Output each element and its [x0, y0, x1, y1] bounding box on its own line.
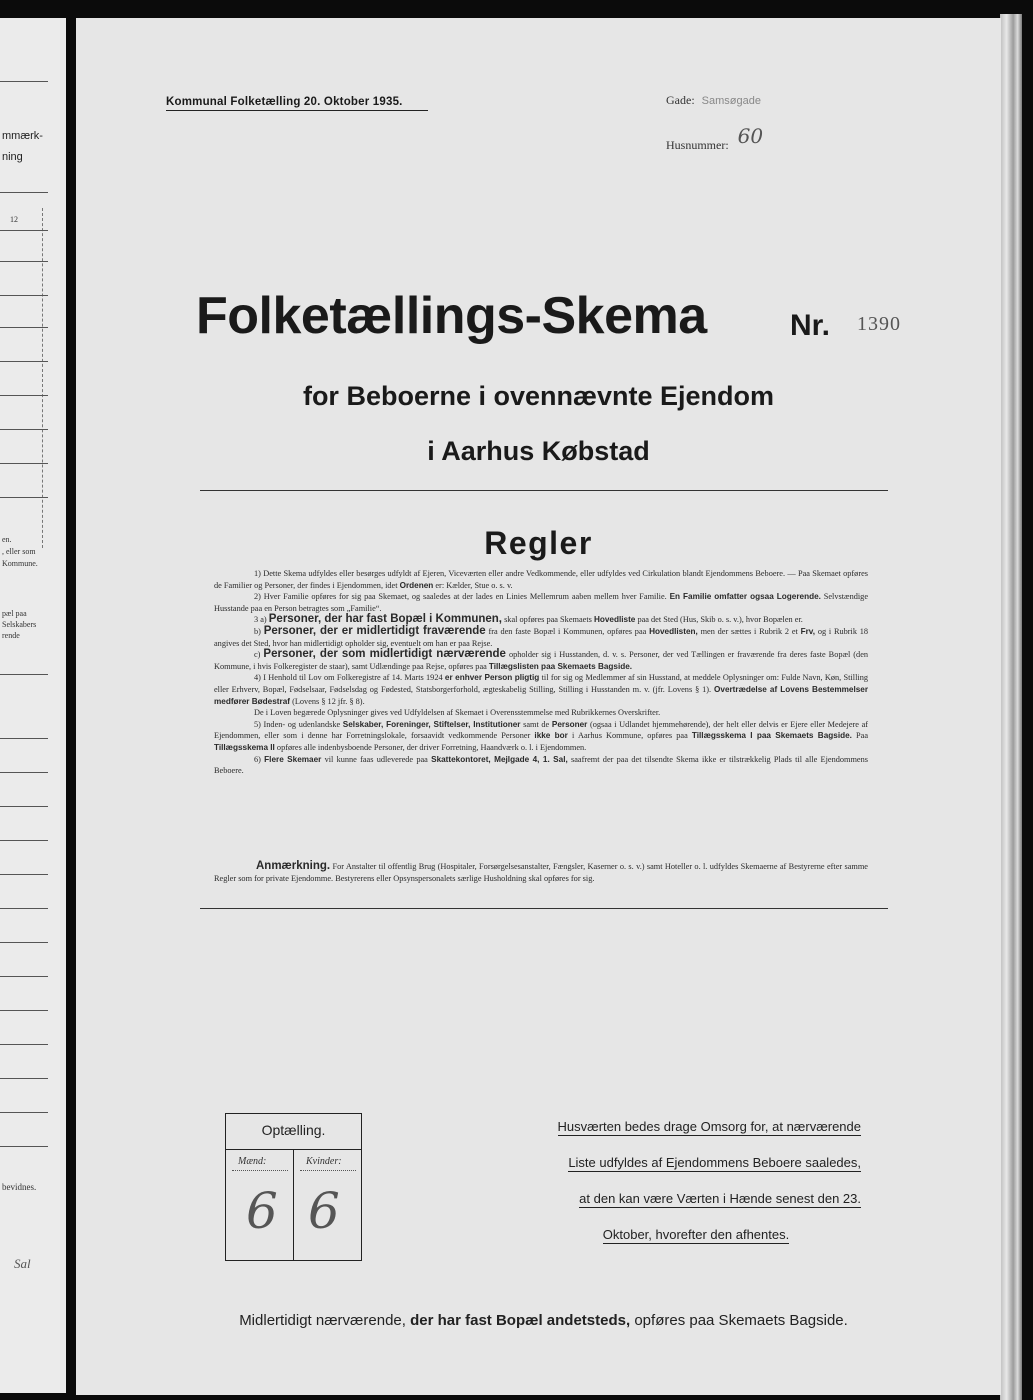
ruled-line [0, 429, 48, 430]
landlord-instructions [531, 1117, 861, 1261]
rule-emphasis: Personer, der har fast Bopæl i Kommunen, [268, 613, 502, 626]
form-number-label: Nr. [790, 309, 831, 342]
rule-text: 2) Hver Familie opføres for sig paa Skemaet, og saaledes at der lades en Linies Mellemrum aaben mellem hver Familie. [254, 592, 667, 602]
rule-emphasis: er enhver Person pligtig [444, 673, 540, 683]
ruled-line [0, 772, 48, 773]
fragment-text: en. [2, 535, 12, 544]
rule-text: c) [254, 650, 261, 660]
rule-text: 1) Dette Skema udfyldes eller besørges udfyldt af Ejeren, Viceværten eller andre Vedkommende, eller udfyldes ved Cirkulation blandt Ejendommens Beboere. — Paa Skemaet opføres de Familier og Personer, der findes i Ejendommen, idet [214, 569, 868, 590]
ruled-line [0, 1010, 48, 1011]
men-label-rule [232, 1170, 288, 1171]
ruled-line [0, 942, 48, 943]
ruled-line [0, 361, 48, 362]
handwritten-fragment: Sal [14, 1256, 31, 1271]
rule-text: (ogsaa i Udlandet hjemmehørende), der helt eller delvis er Ejere eller Medejere af Ejendommen, eller som i denne har Forretningslokale, forsaavidt vedkommende Personer [214, 719, 869, 741]
rule-emphasis: Tillægsskema I paa Skemaets Bagside. [691, 731, 852, 741]
ruled-line [0, 230, 48, 231]
rule-text: De i Loven begærede Oplysninger gives ved Udfyldelsen af Skemaet i Overensstemmelse med Rubrikkernes Overskrifter. [254, 708, 661, 718]
ruled-line [0, 497, 48, 498]
rule-text: paa det Sted (Hus, Skib o. s. v.), hvor Bopælen er. [637, 615, 803, 625]
fragment-text: , eller som [2, 547, 36, 556]
ruled-line [0, 327, 48, 328]
ruled-line [0, 1146, 48, 1147]
rule-text: b) [254, 626, 261, 636]
landlord-line [531, 1117, 861, 1153]
street-field [666, 93, 761, 108]
rule-text: 5) Inden- og udenlandske [254, 719, 341, 729]
footer-note [206, 1312, 881, 1329]
rule-5 [214, 719, 868, 754]
rule-text: Paa [856, 731, 869, 741]
rule-text: men der sættes i Rubrik 2 et [700, 626, 798, 636]
women-label: Kvinder: [306, 1156, 342, 1167]
landlord-text: at den kan være Værten i Hænde senest den 23. [579, 1191, 861, 1206]
landlord-text: Oktober, hvorefter den afhentes. [602, 1227, 790, 1242]
landlord-line [531, 1225, 861, 1261]
rule-text: til for sig og Medlemmer af sin Husstand, at meddele Oplysninger om: Fulde Navn, Køn, Stilling eller Erhverv, Bopæl, Fødselsaar, Fødselsdag og Fødested, Statsborgerforhold, ægteskabelig Stilling, Stilling i Husstanden m. v. (jfr. Lovens § 1). [214, 673, 868, 694]
fragment-text: Kommune. [2, 559, 38, 568]
rule-text: opføres alle indenbysboende Personer, der driver Forretning, Haandværk o. l. i Ejendommen. [276, 742, 587, 752]
rule-3b [214, 626, 868, 649]
remark-label: Anmærkning. [256, 860, 331, 872]
previous-page-fragment [0, 18, 66, 1393]
ruled-line [0, 908, 48, 909]
rule-text: (Lovens § 12 jfr. § 8). [292, 696, 365, 706]
men-label: Mænd: [238, 1156, 267, 1167]
form-title: Folketællings-Skema [196, 287, 707, 345]
rule-text: i Aarhus Kommune, opføres paa [572, 731, 688, 741]
fragment-text: ning [2, 151, 23, 163]
form-subtitle: for Beboerne i ovennævnte Ejendom [302, 381, 775, 411]
women-label-rule [300, 1170, 356, 1171]
ruled-line [0, 840, 48, 841]
rule-text: samt de [523, 719, 550, 729]
census-form-page [76, 18, 1001, 1395]
ruled-line [0, 261, 48, 262]
fragment-text: pæl paa [2, 609, 27, 618]
rule-4 [214, 672, 868, 707]
rules-heading: Regler [484, 525, 593, 561]
remark-paragraph [214, 861, 868, 884]
book-page-edges [1000, 14, 1022, 1400]
fragment-text: mmærk- [2, 130, 43, 142]
rule-emphasis: Overtrædelse af Lovens Bestemmelser medfører Bødestraf [214, 684, 869, 706]
ruled-line [0, 395, 48, 396]
rule-emphasis: Personer, der som midlertidigt nærværende [263, 648, 506, 661]
count-box [225, 1113, 362, 1261]
divider [200, 908, 888, 909]
house-number-label: Husnummer: [666, 138, 729, 152]
rule-text: saafremt der paa det tilsendte Skema ikke er tilstrækkelig Plads til alle Ejendommens Beboere. [214, 754, 868, 776]
divider [200, 490, 888, 491]
rule-2 [214, 591, 868, 614]
ruled-line [0, 192, 48, 193]
rule-text: skal opføres paa Skemaets [504, 615, 592, 625]
census-header: Kommunal Folketælling 20. Oktober 1935. [166, 96, 428, 111]
rule-1 [214, 568, 868, 591]
fragment-text: rende [2, 631, 20, 640]
count-title: Optælling. [261, 1122, 326, 1138]
rules-text [214, 568, 868, 777]
ruled-line [0, 1112, 48, 1113]
rule-emphasis: Tillægslisten paa Skemaets Bagside. [488, 661, 633, 671]
men-count: 6 [246, 1182, 278, 1240]
women-count: 6 [308, 1182, 340, 1240]
form-subtitle-city: i Aarhus Købstad [427, 436, 650, 466]
remark-text [214, 861, 868, 884]
landlord-text: Liste udfyldes af Ejendommens Beboere saaledes, [568, 1155, 861, 1170]
rule-emphasis: Tillægsskema II [214, 742, 275, 752]
ruled-line [0, 1044, 48, 1045]
ruled-line [0, 674, 48, 675]
street-value: Samsøgade [701, 95, 761, 107]
rule-emphasis: Frv, [800, 626, 816, 636]
ruled-line [0, 81, 48, 82]
ruled-line [0, 806, 48, 807]
landlord-text: Husværten bedes drage Omsorg for, at nærværende [557, 1119, 861, 1134]
footer-text: Midlertidigt nærværende, [239, 1312, 406, 1329]
rule-text: vil kunne faas udleverede paa [324, 754, 428, 764]
house-number-value: 60 [737, 124, 764, 148]
fragment-text: 12 [10, 215, 18, 224]
ruled-line [0, 295, 48, 296]
rule-emphasis: Selskaber, Foreninger, Stiftelser, Institutioner [342, 719, 521, 729]
landlord-line [531, 1153, 861, 1189]
rule-emphasis: Personer, der er midlertidigt fraværende [263, 624, 486, 637]
footer-emphasis: der har fast Bopæl andetsteds, [410, 1312, 631, 1329]
rule-emphasis: En Familie omfatter ogsaa Logerende. [669, 592, 821, 602]
remark-body: For Anstalter til offentlig Brug (Hospitaler, Forsørgelsesanstalter, Fængsler, Kaserner o. s. v.) samt Hoteller o. l. udfyldes Skemaerne af Bestyrerne efter samme Regler som for private Ejendomme. Bestyrerens eller Opsynspersonalets særlige Husholdning skal opføres for sig. [214, 862, 868, 883]
ruled-line [0, 976, 48, 977]
rule-emphasis: Personer [551, 719, 588, 729]
rule-text: og i Rubrik 18 angives det Sted, hvor han midlertidigt opholder sig, eventuelt om han er paa Rejse. [214, 626, 869, 648]
count-box-column-divider [293, 1149, 294, 1260]
fragment-text: bevidnes. [2, 1182, 37, 1192]
footer-text: opføres paa Skemaets Bagside. [634, 1312, 848, 1329]
fragment-text: Selskabers [2, 620, 37, 629]
rule-emphasis: Hovedliste [593, 615, 636, 625]
ruled-line [0, 463, 48, 464]
ruled-line [0, 738, 48, 739]
rule-emphasis: Ordenen [399, 580, 434, 590]
rule-emphasis: Skattekontoret, Mejlgade 4, 1. Sal, [431, 754, 568, 764]
rule-text: er: Kælder, Stue o. s. v. [435, 580, 513, 590]
rule-emphasis: Flere Skemaer [264, 754, 322, 764]
rule-text: fra den faste Bopæl i Kommunen, opføres paa [488, 626, 647, 636]
rule-text: 3 a) [254, 615, 267, 625]
ruled-line [0, 874, 48, 875]
rule-emphasis: ikke bor [534, 731, 568, 741]
rule-4-note [214, 707, 868, 719]
rule-text: opholder sig i Husstanden, d. v. s. Personer, der ved Tællingen er fraværende fra deres faste Bopæl (den Kommune, i hvis Folkeregister de staar), samt Udlændinge paa Rejse, opføres paa [214, 650, 869, 671]
rule-emphasis: Hovedlisten, [649, 626, 698, 636]
rule-text: 4) I Henhold til Lov om Folkeregistre af 14. Marts 1924 [254, 673, 443, 683]
house-number-field [666, 124, 764, 154]
rule-6 [214, 754, 868, 777]
landlord-line [531, 1189, 861, 1225]
rule-3c [214, 649, 868, 672]
rule-text: Selvstændige Husstande paa en Person betragtes som „Familie“. [214, 592, 869, 613]
street-label: Gade: [666, 93, 695, 107]
form-number-value: 1390 [857, 313, 901, 335]
rule-text: 6) [254, 754, 261, 764]
ruled-line [0, 1078, 48, 1079]
